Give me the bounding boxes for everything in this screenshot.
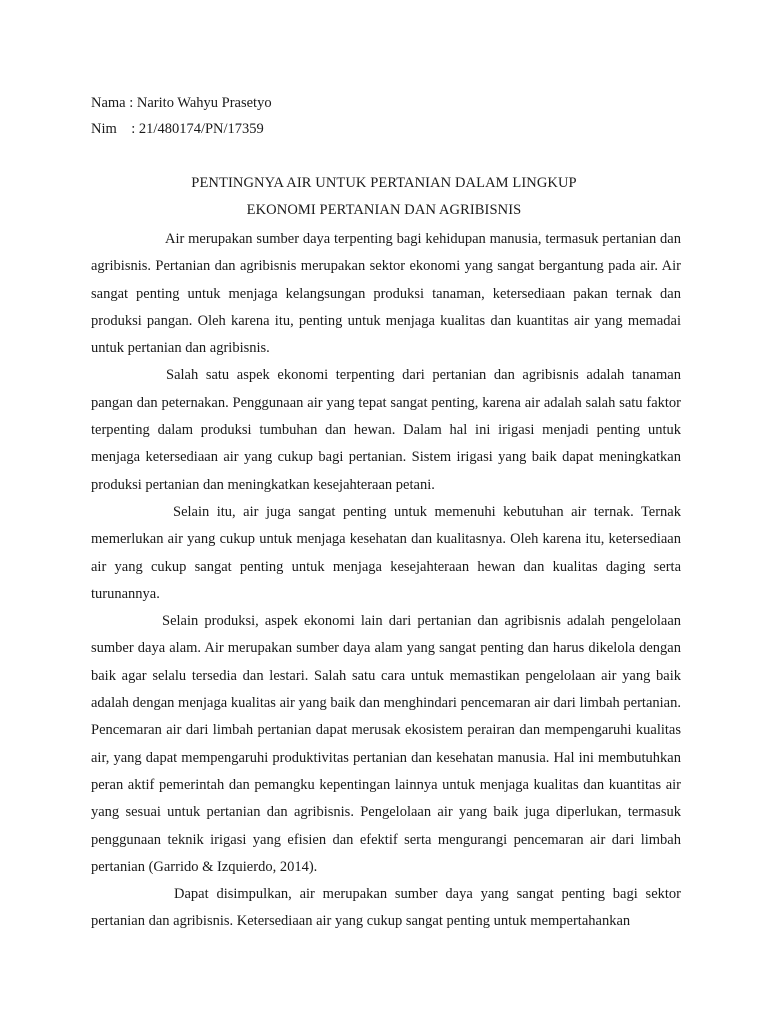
paragraph-5: Dapat disimpulkan, air merupakan sumber daya yang sangat penting bagi sektor pertanian dan agribisnis. Ketersediaan air yang cukup sangat penting untuk mempertahankan bbox=[91, 886, 681, 930]
document-title-line-1: PENTINGNYA AIR UNTUK PERTANIAN DALAM LINGKUP bbox=[191, 175, 577, 191]
paragraph-1: Air merupakan sumber daya terpenting bagi kehidupan manusia, termasuk pertanian dan agribisnis. Pertanian dan agribisnis merupakan sektor ekonomi yang sangat bergantung pada air. Air sangat penting untuk menjaga kelangsungan produksi tanaman, ketersediaan pakan ternak dan produksi pangan. Oleh karena itu, penting untuk menjaga kualitas dan kuantitas air yang memadai untuk pertanian dan agribisnis. bbox=[91, 231, 681, 357]
paragraph-4: Selain produksi, aspek ekonomi lain dari pertanian dan agribisnis adalah pengelolaan sumber daya alam. Air merupakan sumber daya alam yang sangat penting dan harus dikelola dengan baik agar selalu tersedia dan lestari. Salah satu cara untuk memastikan pengelolaan air yang baik adalah dengan menjaga kualitas air yang baik dan menghindari pencemaran air dari limbah pertanian. Pencemaran air dari limbah pertanian dapat merusak ekosistem perairan dan mempengaruhi kualitas air, yang dapat mempengaruhi produktivitas pertanian dan kesehatan manusia. Hal ini membutuhkan peran aktif pemerintah dan pemangku kepentingan lainnya untuk menjaga kualitas dan kuantitas air yang sesuai untuk pertanian dan agribisnis. Pengelolaan air yang baik juga diperlukan, termasuk penggunaan teknik irigasi yang efisien dan efektif serta mengurangi pencemaran air dari limbah pertanian (Garrido & Izquierdo, 2014). bbox=[91, 613, 681, 875]
document-body bbox=[91, 226, 681, 936]
paragraph-3: Selain itu, air juga sangat penting untuk memenuhi kebutuhan air ternak. Ternak memerlukan air yang cukup untuk menjaga kesehatan dan kualitasnya. Oleh karena itu, ketersediaan air yang cukup sangat penting untuk menjaga kesejahteraan hewan dan kualitas daging serta turunannya. bbox=[91, 503, 681, 602]
paragraph-2: Salah satu aspek ekonomi terpenting dari pertanian dan agribisnis adalah tanaman pangan dan peternakan. Penggunaan air yang tepat sangat penting, karena air adalah salah satu faktor terpenting dalam produksi tumbuhan dan hewan. Dalam hal ini irigasi menjadi penting untuk menjaga ketersediaan air yang cukup bagi pertanian. Sistem irigasi yang baik dapat meningkatkan produksi pertanian dan meningkatkan kesejahteraan petani. bbox=[91, 367, 681, 493]
document-title-line-2: EKONOMI PERTANIAN DAN AGRIBISNIS bbox=[246, 202, 522, 218]
author-name: Nama : Narito Wahyu Prasetyo bbox=[91, 95, 272, 111]
student-id: Nim : 21/480174/PN/17359 bbox=[91, 121, 264, 137]
